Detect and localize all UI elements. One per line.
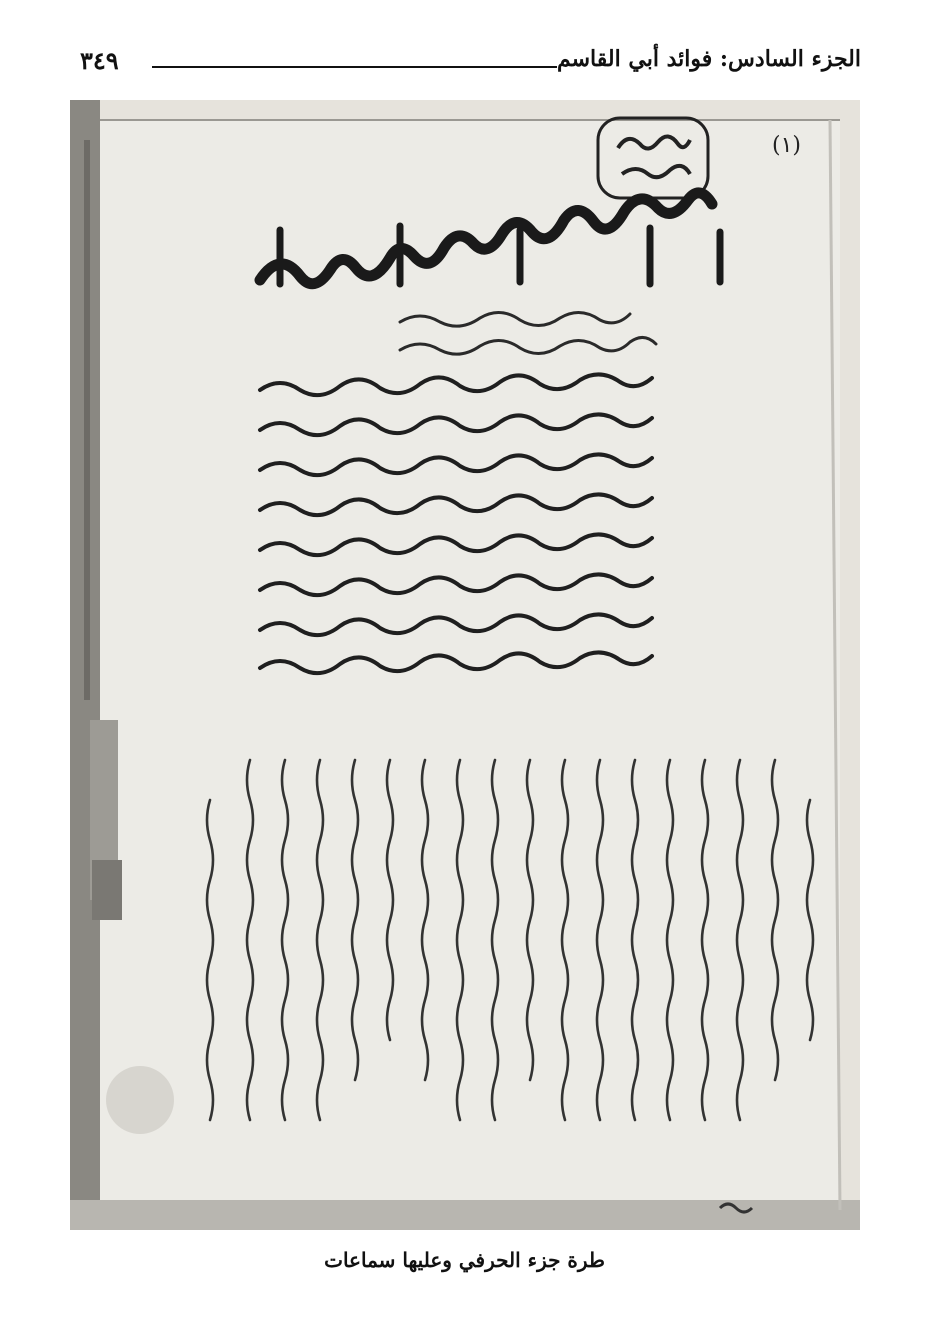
running-title: الجزء السادس: فوائد أبي القاسم <box>556 46 861 72</box>
figure-caption: طرة جزء الحرفي وعليها سماعات <box>324 1248 605 1272</box>
page-number: ٣٤٩ <box>80 46 119 75</box>
manuscript-scan <box>70 100 860 1230</box>
header-rule <box>152 66 557 68</box>
manuscript-image <box>70 100 860 1230</box>
running-header <box>0 46 929 86</box>
folio-number: (١) <box>772 133 802 158</box>
